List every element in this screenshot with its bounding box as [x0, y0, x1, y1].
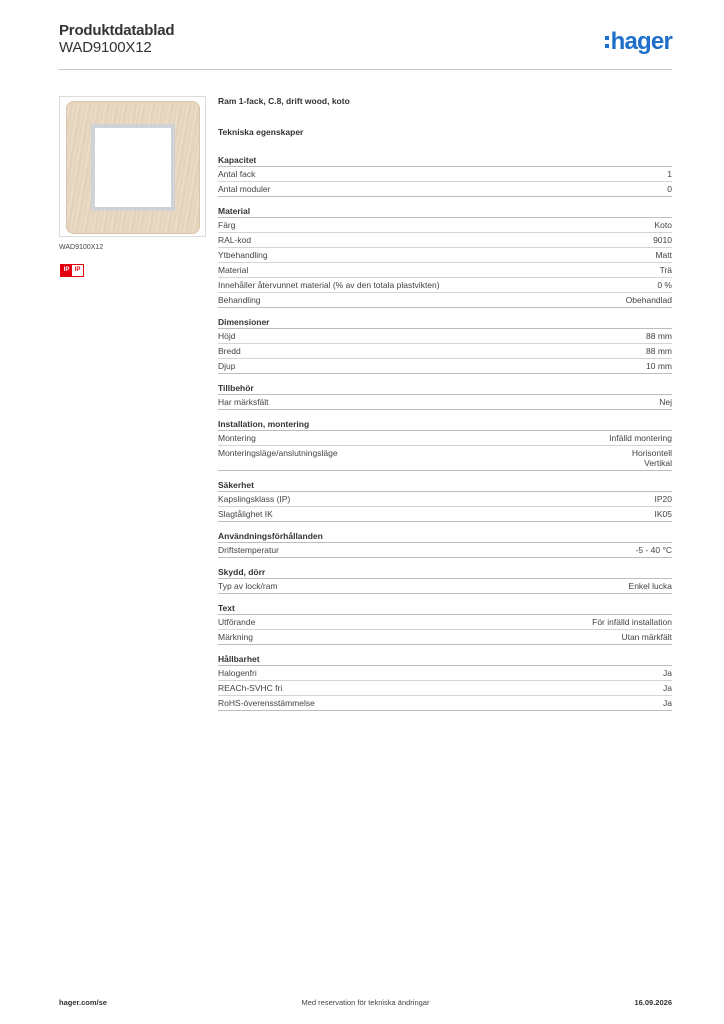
spec-value [667, 169, 672, 179]
spec-row [218, 329, 672, 344]
wood-frame-graphic [66, 101, 200, 234]
spec-label: Märkning [218, 632, 253, 642]
spec-group [218, 645, 672, 711]
spec-row [218, 278, 672, 293]
spec-value [592, 617, 672, 627]
spec-row [218, 630, 672, 645]
spec-label: Kapslingsklass (IP) [218, 494, 291, 504]
spec-value-text: Ja [663, 698, 672, 708]
spec-row [218, 431, 672, 446]
spec-label: Halogenfri [218, 668, 257, 678]
spec-content [218, 94, 672, 711]
spec-label: Monteringsläge/anslutningsläge [218, 448, 338, 458]
logo-text: hager [610, 28, 672, 55]
spec-row [218, 696, 672, 711]
spec-group [218, 522, 672, 558]
spec-row [218, 446, 672, 471]
group-heading: Material [218, 197, 672, 218]
product-code: WAD9100X12 [59, 39, 152, 56]
spec-label: Antal moduler [218, 184, 271, 194]
spec-value [646, 331, 672, 341]
spec-row [218, 233, 672, 248]
group-heading: Installation, montering [218, 410, 672, 431]
spec-row [218, 507, 672, 522]
spec-row [218, 344, 672, 359]
spec-value-text: 88 mm [646, 346, 672, 356]
group-heading: Text [218, 594, 672, 615]
spec-row [218, 263, 672, 278]
spec-group [218, 374, 672, 410]
spec-value [626, 295, 672, 305]
spec-group [218, 594, 672, 645]
spec-row [218, 543, 672, 558]
footer-date: 16.09.2026 [634, 998, 672, 1007]
spec-value [646, 361, 672, 371]
frame-opening [91, 124, 175, 211]
spec-row [218, 579, 672, 594]
group-heading: Användningsförhållanden [218, 522, 672, 543]
spec-row [218, 615, 672, 630]
hager-logo [605, 28, 672, 56]
spec-value [621, 632, 672, 642]
product-image [59, 96, 206, 237]
spec-value-text: Obehandlad [625, 295, 672, 305]
spec-value [632, 448, 672, 468]
spec-label: Färg [218, 220, 236, 230]
logo-dots-icon [605, 36, 609, 48]
spec-label: Material [218, 265, 249, 275]
group-heading: Hållbarhet [218, 645, 672, 666]
spec-value [655, 250, 672, 260]
spec-group [218, 197, 672, 308]
spec-value-text: Infälld montering [609, 433, 672, 443]
spec-row [218, 666, 672, 681]
spec-row [218, 218, 672, 233]
spec-value-text: 0 [667, 184, 672, 194]
spec-value-text: 0 % [657, 280, 672, 290]
spec-value-text: IP20 [654, 494, 672, 504]
spec-value [655, 494, 673, 504]
spec-label: Typ av lock/ram [218, 581, 278, 591]
spec-value-text: Koto [654, 220, 672, 230]
spec-label: Bredd [218, 346, 241, 356]
spec-value [636, 545, 672, 555]
spec-value [609, 433, 672, 443]
spec-value [655, 509, 673, 519]
spec-value-text: Trä [659, 265, 672, 275]
spec-row [218, 681, 672, 696]
spec-row [218, 492, 672, 507]
spec-label: RAL-kod [218, 235, 252, 245]
footer-website-link[interactable]: hager.com/se [59, 998, 107, 1007]
spec-label: Innehåller återvunnet material (% av den totala plastvikten) [218, 280, 440, 290]
spec-row [218, 248, 672, 263]
page-footer [59, 998, 672, 1010]
ip-badge-right: IP [72, 265, 83, 276]
spec-label: Djup [218, 361, 236, 371]
footer-disclaimer: Med reservation för tekniska ändringar [301, 998, 430, 1007]
spec-value-text-2: Vertikal [644, 458, 672, 468]
ip-rating-badge-icon [60, 264, 84, 277]
spec-value-text: Ja [663, 683, 672, 693]
spec-group [218, 308, 672, 374]
spec-label: REACh-SVHC fri [218, 683, 283, 693]
spec-row [218, 359, 672, 374]
spec-value-text: Ja [663, 668, 672, 678]
spec-value-text: Matt [655, 250, 672, 260]
spec-value [659, 397, 672, 407]
spec-value-text: Horisontell [631, 448, 672, 458]
spec-value-text: 9010 [653, 235, 672, 245]
page-header [59, 22, 672, 70]
section-heading: Tekniska egenskaper [218, 127, 304, 137]
spec-label: Driftstemperatur [218, 545, 279, 555]
spec-value-text: IK05 [654, 509, 672, 519]
spec-row [218, 167, 672, 182]
spec-label: RoHS-överensstämmelse [218, 698, 315, 708]
product-name: Ram 1-fack, C.8, drift wood, koto [218, 96, 350, 106]
spec-group [218, 146, 672, 197]
spec-label: Utförande [218, 617, 256, 627]
spec-label: Höjd [218, 331, 236, 341]
spec-value [663, 668, 672, 678]
group-heading: Dimensioner [218, 308, 672, 329]
spec-value-text: Enkel lucka [628, 581, 672, 591]
group-heading: Kapacitet [218, 146, 672, 167]
spec-value [657, 280, 672, 290]
spec-label: Har märksfält [218, 397, 269, 407]
page-title: Produktdatablad [59, 22, 175, 39]
spec-group [218, 558, 672, 594]
spec-value-text: 10 mm [646, 361, 672, 371]
spec-value [629, 581, 672, 591]
group-heading: Tillbehör [218, 374, 672, 395]
spec-value-text: Utan märkfält [621, 632, 672, 642]
spec-value [655, 220, 673, 230]
spec-row [218, 182, 672, 197]
spec-group [218, 471, 672, 522]
spec-value [663, 683, 672, 693]
spec-value [660, 265, 672, 275]
spec-value [646, 346, 672, 356]
ip-badge-left: IP [63, 267, 70, 273]
spec-group [218, 410, 672, 471]
spec-groups [218, 146, 672, 711]
spec-value [667, 184, 672, 194]
spec-value-text: Nej [659, 397, 672, 407]
spec-label: Slagtålighet IK [218, 509, 273, 519]
spec-row [218, 395, 672, 410]
group-heading: Säkerhet [218, 471, 672, 492]
spec-label: Behandling [218, 295, 261, 305]
spec-value [653, 235, 672, 245]
spec-label: Antal fack [218, 169, 256, 179]
spec-value-text: -5 - 40 °C [635, 545, 672, 555]
spec-row [218, 293, 672, 308]
spec-value-text: 1 [667, 169, 672, 179]
image-caption: WAD9100X12 [59, 244, 104, 251]
spec-label: Montering [218, 433, 256, 443]
spec-label: Ytbehandling [218, 250, 268, 260]
group-heading: Skydd, dörr [218, 558, 672, 579]
spec-value-text: 88 mm [646, 331, 672, 341]
spec-value [663, 698, 672, 708]
spec-value-text: För infälld installation [592, 617, 672, 627]
